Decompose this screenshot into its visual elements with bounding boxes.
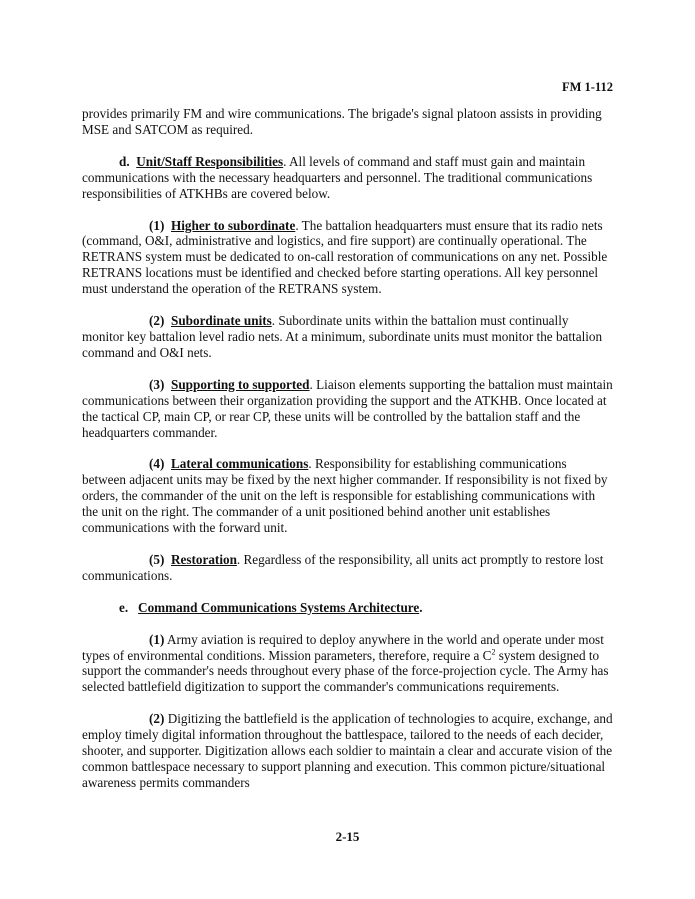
paragraph-heading: Command Communications Systems Architecture [138, 599, 420, 615]
paragraph-d5 [82, 552, 613, 584]
paragraph-d4 [82, 456, 613, 536]
paragraph-number: (3) [149, 376, 165, 392]
paragraph-text: Digitizing the battlefield is the application of technologies to acquire, exchange, and employ timely digital information throughout the battlespace, tailored to the needs of each decider, shooter, and supporter. Digitization allows each soldier to maintain a clear and accurate vision of the common battlespace necessary to support planning and execution. This common picture/situational awareness permits commanders [82, 711, 613, 790]
paragraph-number: (5) [149, 551, 165, 567]
paragraph-number: (4) [149, 456, 165, 472]
paragraph-number: e. [119, 599, 129, 615]
paragraph-text-continued: system designed to support the commander's needs throughout every phase of the force-projection cycle. The Army has selected battlefield digitization to support the commander's communications requirements. [82, 647, 609, 695]
paragraph-d [82, 154, 613, 202]
page-body [82, 106, 613, 807]
paragraph-text: . The battalion headquarters must ensure that its radio nets (command, O&I, administrative and logistics, and fire support) are continually operational. The RETRANS system must be dedicated to on-call restoration of communications on any net. Possible RETRANS locations must be identified and checked before starting operations. All key personnel must understand the operation of the RETRANS system. [82, 217, 608, 297]
superscript: 2 [491, 647, 496, 657]
paragraph-text: . Regardless of the responsibility, all units act promptly to restore lost communications. [82, 551, 604, 583]
paragraph-heading: Higher to subordinate [170, 217, 296, 233]
paragraph-d1 [82, 218, 613, 298]
paragraph-e1 [82, 632, 613, 696]
paragraph-number: (1) [149, 217, 165, 233]
paragraph-d2 [82, 313, 613, 361]
paragraph-number: (2) [149, 711, 165, 727]
paragraph-heading: Unit/Staff Responsibilities [136, 153, 284, 169]
paragraph-text: . Liaison elements supporting the battalion must maintain communications between their organization providing the support and the ATKHB. Once located at the tactical CP, main CP, or rear CP, these units will be controlled by the battalion staff and the headquarters commander. [82, 376, 613, 440]
paragraph-d3 [82, 377, 613, 441]
paragraph-heading: Subordinate units [170, 313, 272, 329]
paragraph-number: (2) [149, 313, 165, 329]
paragraph-text: . All levels of command and staff must gain and maintain communications with the necessary headquarters and personnel. The traditional communications responsibilities of ATKHBs are covered below. [82, 153, 593, 201]
paragraph-text: . [419, 599, 423, 615]
paragraph-number: d. [119, 153, 130, 169]
intro-paragraph: provides primarily FM and wire communications. The brigade's signal platoon assists in providing MSE and SATCOM as required. [82, 106, 602, 137]
paragraph-heading: Lateral communications [170, 456, 309, 472]
paragraph-text: Army aviation is required to deploy anywhere in the world and operate under most types of environmental conditions. Mission parameters, therefore, require a C [82, 631, 604, 663]
paragraph-e [82, 600, 613, 616]
page-number: 2-15 [335, 829, 360, 844]
paragraph-heading: Restoration [170, 551, 237, 567]
paragraph-e2 [82, 711, 613, 791]
paragraph-text: . Responsibility for establishing communications between adjacent units may be fixed by the next higher commander. If responsibility is not fixed by orders, the commander of the unit on the left is responsible for establishing communications with the unit on the right. The commander of a unit positioned behind another unit establishes communications with the forward unit. [82, 456, 608, 536]
paragraph-text: . Subordinate units within the battalion must continually monitor key battalion level radio nets. At a minimum, subordinate units must monitor the battalion command and O&I nets. [82, 313, 603, 360]
paragraph-heading: Supporting to supported [170, 376, 310, 392]
paragraph-number: (1) [149, 631, 165, 647]
document-id: FM 1-112 [561, 80, 613, 94]
